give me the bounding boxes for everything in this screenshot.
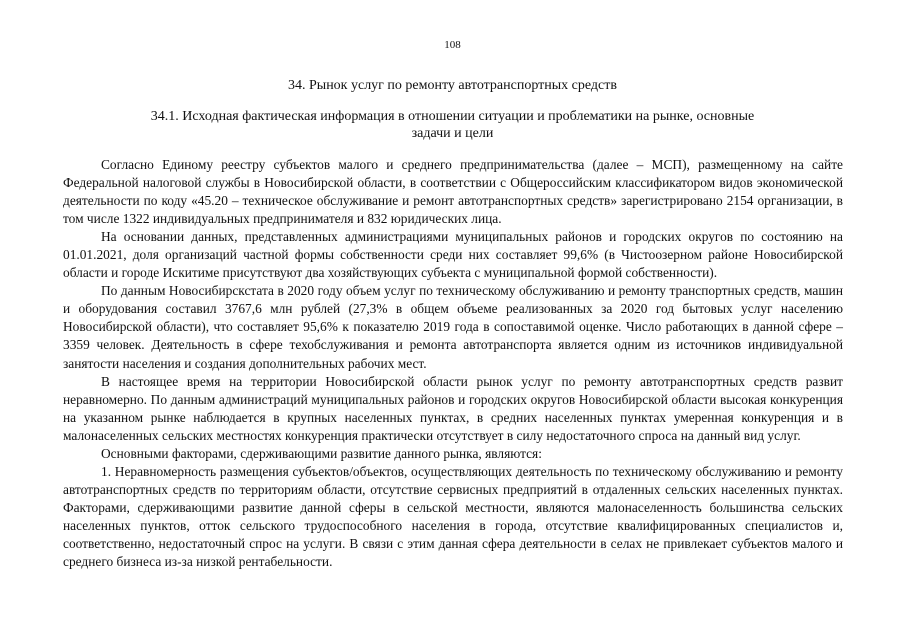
paragraph-service-volume: По данным Новосибирскстата в 2020 году объем услуг по техническому обслуживанию и ремонту транспортных средств, машин и оборудования составил 3767,6 млн рублей (27,3% в общем объеме реализованных за 2020 год бытовых услуг населению Новосибирской области), что составляет 95,6% к показателю 2019 года в сопоставимой оценке. Число работающих в данной сфере – 3359 человек. Деятельность в сфере техобслуживания и ремонта автотранспорта является одним из источников индивидуальной занятости населения и создания дополнительных рабочих мест.: [63, 283, 843, 371]
paragraph-private-ownership: На основании данных, представленных администрациями муниципальных районов и городских округов по состоянию на 01.01.2021, доля организаций частной формы собственности среди них составляет 99,6% (в Чистоозерном районе Новосибирской области и городе Искитиме присутствуют два хозяйствующих субъекта с муниципальной формой собственности).: [63, 229, 843, 281]
paragraph-competition-level: В настоящее время на территории Новосибирской области рынок услуг по ремонту автотранспортных средств развит неравномерно. По данным администраций муниципальных районов и городских округов Новосибирской области высокая конкуренция на указанном рынке наблюдается в крупных населенных пунктах, в средних населенных пунктах умеренная конкуренция и в малонаселенных сельских местностях конкуренция практически отсутствует в силу недостаточного спроса на данный вид услуг.: [63, 373, 843, 443]
paragraph-msp-registry: Согласно Единому реестру субъектов малого и среднего предпринимательства (далее – МСП), размещенному на сайте Федеральной налоговой службы в Новосибирской области, в соответствии с Общероссийским классификатором видов экономической деятельности по коду «45.20 – техническое обслуживание и ремонт автотранспортных средств» зарегистрировано 2154 организации, в том числе 1322 индивидуальных предпринимателя и 832 юридических лица.: [63, 157, 843, 227]
body-text: [63, 156, 843, 571]
paragraph-factor-1: 1. Неравномерность размещения субъектов/объектов, осуществляющих деятельность по техническому обслуживанию и ремонту автотранспортных средств по территориям области, отсутствие сервисных предприятий в отдаленных сельских населенных пунктах. Факторами, сдерживающими развитие данной сферы в сельской местности, являются малонаселенность большинства сельских населенных пунктов, отток сельского трудоспособного населения в города, отсутствие квалифицированных специалистов и, соответственно, недостаточный спрос на услуги. В связи с этим данная сфера деятельности в селах не привлекает субъектов малого и среднего бизнеса из-за низкой рентабельности.: [63, 463, 843, 570]
paragraph-factors-intro: Основными факторами, сдерживающими развитие данного рынка, являются:: [101, 445, 542, 461]
subsection-title: 34.1. Исходная фактическая информация в отношении ситуации и проблематики на рынке, основные задачи и цели: [150, 109, 755, 141]
page-number: 108: [444, 39, 461, 51]
section-title: 34. Рынок услуг по ремонту автотранспортных средств: [288, 78, 617, 93]
